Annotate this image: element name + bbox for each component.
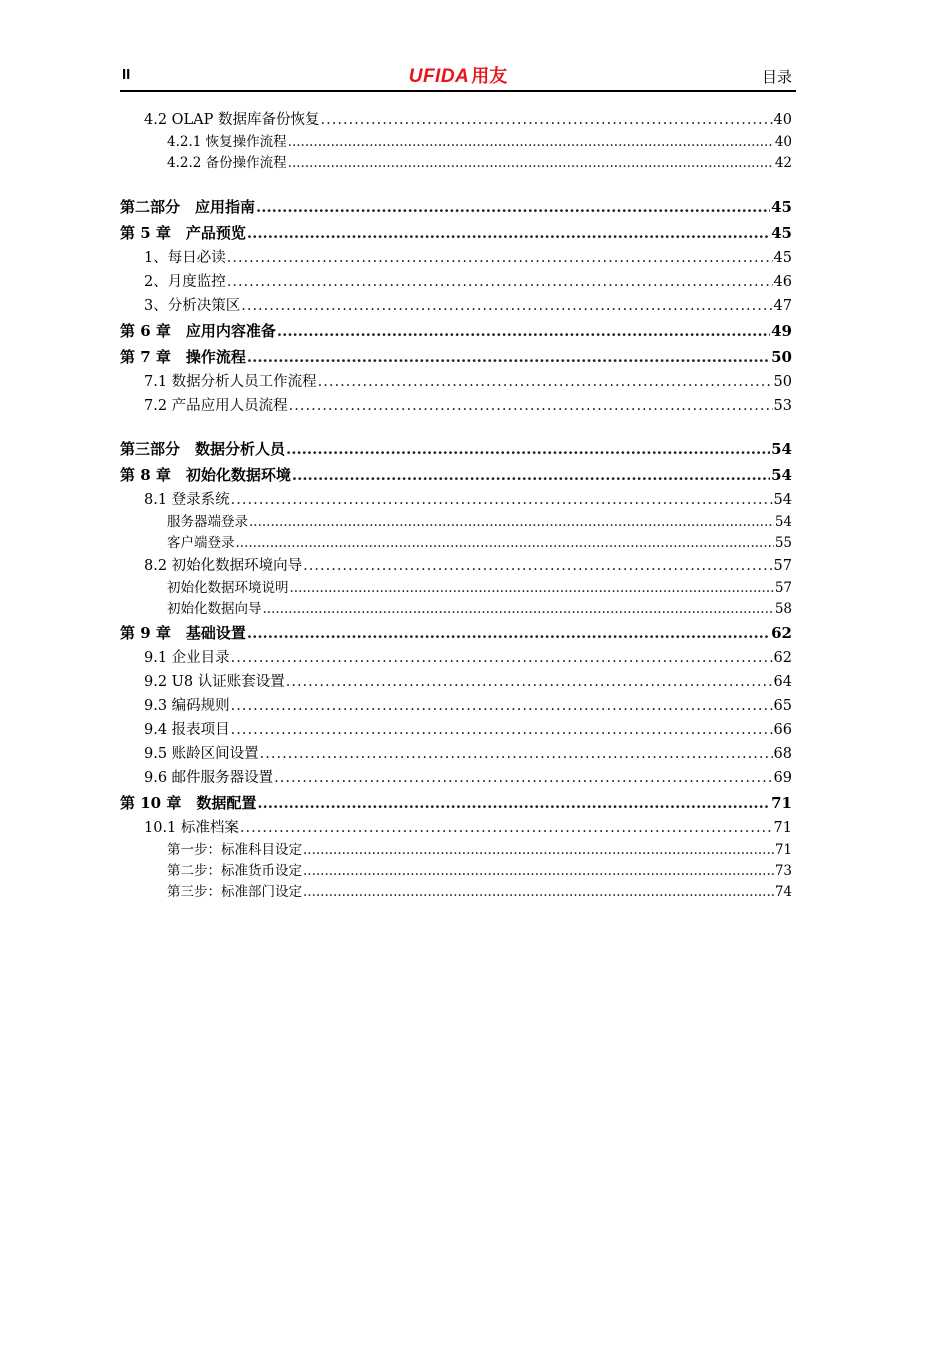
toc-chapter[interactable]: 第 5 章 产品预览 ..... 45: [120, 220, 792, 246]
toc-entry[interactable]: 9.2 U8 认证账套设置 ..... 64: [120, 670, 792, 694]
leader-dots: [227, 246, 773, 270]
toc-entry[interactable]: 4.2.1 恢复操作流程 ..... 40: [120, 132, 792, 153]
table-of-contents: [120, 108, 792, 903]
toc-page: 65: [773, 698, 792, 714]
toc-entry[interactable]: 2、月度监控 ..... 46: [120, 270, 792, 294]
toc-part[interactable]: 第二部分 应用指南 ..... 45: [120, 194, 792, 220]
toc-page: 62: [773, 650, 792, 666]
leader-dots: [274, 766, 772, 790]
leader-dots: [277, 318, 770, 344]
toc-page: 55: [774, 535, 792, 551]
toc-page: 40: [773, 112, 792, 128]
leader-dots: [286, 670, 773, 694]
toc-page: 57: [774, 580, 792, 596]
leader-dots: [290, 578, 774, 599]
leader-dots: [303, 861, 774, 882]
toc-entry[interactable]: 第一步：标准科目设定 ..... 71: [120, 840, 792, 861]
toc-page: 54: [771, 466, 792, 484]
leader-dots: [318, 370, 773, 394]
toc-part[interactable]: 第三部分 数据分析人员 ..... 54: [120, 436, 792, 462]
brand-chinese: 用友: [471, 66, 508, 86]
toc-entry[interactable]: 4.2 OLAP 数据库备份恢复 ..... 40: [120, 108, 792, 132]
toc-page: 74: [774, 884, 792, 900]
toc-entry[interactable]: 初始化数据环境说明 ..... 57: [120, 578, 792, 599]
toc-entry[interactable]: 4.2.2 备份操作流程 ..... 42: [120, 153, 792, 174]
leader-dots: [247, 620, 770, 646]
toc-page: 71: [773, 820, 792, 836]
page-number-roman: II: [122, 66, 131, 83]
leader-dots: [260, 742, 773, 766]
toc-entry[interactable]: 7.2 产品应用人员流程 ..... 53: [120, 394, 792, 418]
leader-dots: [249, 512, 774, 533]
leader-dots: [263, 599, 774, 620]
leader-dots: [303, 554, 772, 578]
toc-page: 58: [774, 601, 792, 617]
toc-entry[interactable]: 客户端登录 ..... 55: [120, 533, 792, 554]
toc-page: 71: [771, 794, 792, 812]
leader-dots: [231, 694, 773, 718]
toc-page: 45: [771, 224, 792, 242]
leader-dots: [289, 394, 773, 418]
leader-dots: [227, 270, 773, 294]
toc-page: 69: [773, 770, 792, 786]
toc-chapter[interactable]: 第 9 章 基础设置 ..... 62: [120, 620, 792, 646]
toc-page: 57: [773, 558, 792, 574]
toc-page: 64: [773, 674, 792, 690]
brand-logo: [120, 62, 796, 88]
toc-chapter[interactable]: 第 7 章 操作流程 ..... 50: [120, 344, 792, 370]
toc-entry[interactable]: 服务器端登录 ..... 54: [120, 512, 792, 533]
toc-page: 47: [773, 298, 792, 314]
toc-page: 53: [773, 398, 792, 414]
toc-page: 40: [774, 134, 792, 150]
toc-entry[interactable]: 7.1 数据分析人员工作流程 ..... 50: [120, 370, 792, 394]
leader-dots: [247, 344, 770, 370]
toc-page: 45: [771, 198, 792, 216]
toc-page: 54: [773, 492, 792, 508]
leader-dots: [288, 153, 774, 174]
header-section-title: 目录: [761, 68, 792, 86]
toc-page: 71: [774, 842, 792, 858]
toc-entry[interactable]: 第二步：标准货币设定 ..... 73: [120, 861, 792, 882]
toc-page: 50: [771, 348, 792, 366]
toc-chapter[interactable]: 第 6 章 应用内容准备 ..... 49: [120, 318, 792, 344]
leader-dots: [286, 436, 770, 462]
toc-entry[interactable]: 1、每日必读 ..... 45: [120, 246, 792, 270]
brand-latin: UFIDA: [408, 66, 470, 87]
toc-entry[interactable]: 初始化数据向导 ..... 58: [120, 599, 792, 620]
leader-dots: [256, 194, 770, 220]
leader-dots: [241, 294, 772, 318]
toc-entry[interactable]: 第三步：标准部门设定 ..... 74: [120, 882, 792, 903]
toc-page: 66: [773, 722, 792, 738]
leader-dots: [292, 462, 770, 488]
toc-entry[interactable]: 9.4 报表项目 ..... 66: [120, 718, 792, 742]
toc-chapter[interactable]: 第 10 章 数据配置 ..... 71: [120, 790, 792, 816]
leader-dots: [231, 646, 773, 670]
leader-dots: [303, 840, 774, 861]
leader-dots: [321, 108, 773, 132]
leader-dots: [236, 533, 774, 554]
toc-entry[interactable]: 8.1 登录系统 ..... 54: [120, 488, 792, 512]
leader-dots: [240, 816, 773, 840]
leader-dots: [247, 220, 770, 246]
toc-page: 62: [771, 624, 792, 642]
toc-page: 46: [773, 274, 792, 290]
leader-dots: [231, 488, 773, 512]
toc-entry[interactable]: 9.1 企业目录 ..... 62: [120, 646, 792, 670]
toc-page: 45: [773, 250, 792, 266]
toc-entry[interactable]: 3、分析决策区 ..... 47: [120, 294, 792, 318]
leader-dots: [303, 882, 774, 903]
leader-dots: [257, 790, 770, 816]
leader-dots: [288, 132, 774, 153]
toc-page: 42: [774, 155, 792, 171]
toc-page: 54: [771, 440, 792, 458]
toc-entry[interactable]: 9.6 邮件服务器设置 ..... 69: [120, 766, 792, 790]
toc-chapter[interactable]: 第 8 章 初始化数据环境 ..... 54: [120, 462, 792, 488]
toc-page: 50: [773, 374, 792, 390]
toc-entry[interactable]: 9.3 编码规则 ..... 65: [120, 694, 792, 718]
toc-page: 49: [771, 322, 792, 340]
leader-dots: [231, 718, 773, 742]
toc-entry[interactable]: 8.2 初始化数据环境向导 ..... 57: [120, 554, 792, 578]
page-header: [120, 60, 796, 92]
toc-entry[interactable]: 10.1 标准档案 ..... 71: [120, 816, 792, 840]
toc-page: 54: [774, 514, 792, 530]
toc-entry[interactable]: 9.5 账龄区间设置 ..... 68: [120, 742, 792, 766]
toc-page: 73: [774, 863, 792, 879]
toc-page: 68: [773, 746, 792, 762]
